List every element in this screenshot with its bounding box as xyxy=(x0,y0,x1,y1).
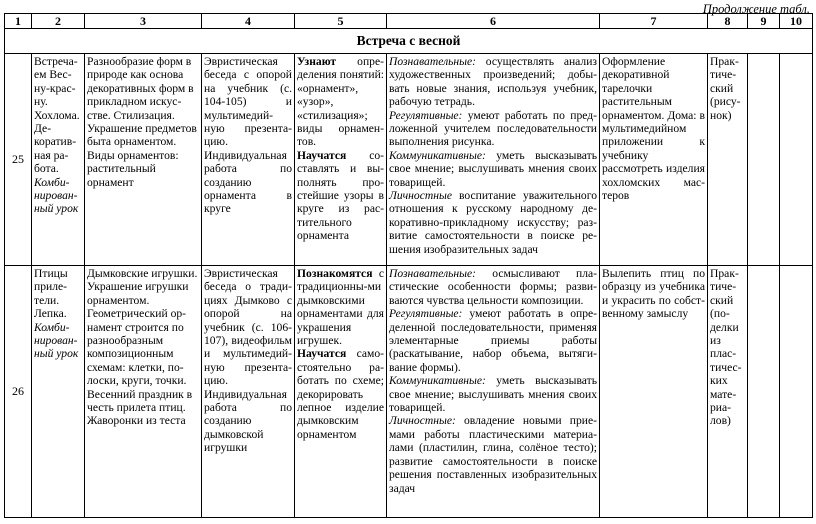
table-row xyxy=(5,54,813,266)
section-title: Встреча с весной xyxy=(5,29,813,54)
subject-text: со-ставлять и вы-полнять про-стейшие узоры в круге из рас-тительного орнамента xyxy=(297,148,384,243)
lesson-topic-cell xyxy=(32,54,85,266)
uud-text: осмысливают пла-стические особенности формы; разви-ваются чувства цельности композиции. xyxy=(389,267,597,307)
uud-label: Коммуникативные: xyxy=(389,374,486,388)
lesson-number: 26 xyxy=(5,266,32,518)
uud-label: Регулятивные: xyxy=(389,307,463,321)
subject-text: опре-деления понятий: «орнамент», «узор», «стилизация»; виды орнамен-тов. xyxy=(297,55,384,149)
uud-label: Личностные xyxy=(389,189,452,203)
subject-results xyxy=(295,266,387,518)
uud-label: Регулятивные: xyxy=(389,108,463,122)
uud-text: осуществлять анализ художественных произведений; добы-вать новые знания, используя учебник, рабочую тетрадь. xyxy=(389,55,597,109)
subject-results xyxy=(295,54,387,266)
lesson-plan-table xyxy=(4,13,813,518)
column-number-row xyxy=(5,14,813,29)
subject-text: с традиционны-ми дымковскими орнаментами для украшения игрушек. xyxy=(297,267,384,348)
uud-label: Личностные: xyxy=(389,414,456,428)
column-10-cell xyxy=(780,54,813,266)
continuation-label: Продолжение табл. xyxy=(702,2,810,16)
uud-text: воспитание уважительного отношения к русскому народному де-коративно-прикладному искусству; раз-витие самостоятельности в поиске ре-шения изобразительных задач xyxy=(389,189,597,256)
subject-lead: Узнают xyxy=(297,55,337,68)
uud-label: Коммуникативные: xyxy=(389,148,486,162)
uud-label: Познавательные: xyxy=(389,267,477,280)
subject-lead: Научатся xyxy=(297,148,347,162)
uud-text: умеют работать в опре-деленной последовательности, применяя элементарные приемы работы (раскатывание, набор объема, вытяги-вание формы). xyxy=(389,307,597,374)
column-9-cell xyxy=(748,54,780,266)
student-activity: Оформление декоративной тарелочки растительным орнаментом. Дома: в мультимедийном приложении к учебнику рассмотреть изделия хохломских мас-теров xyxy=(600,54,708,266)
lesson-number: 25 xyxy=(5,54,32,266)
lesson-content: Дымковские игрушки. Украшение игрушки орнаментом. Геометрический ор-намент строится по разнообразным композиционным схемам: клетки, по-лоски, круги, точки. Весенний праздник в честь прилета птиц. Жаворонки из теста xyxy=(85,266,202,518)
column-number: 8 xyxy=(708,14,748,29)
lesson-content: Разнообразие форм в природе как основа декоративных форм в прикладном искус-стве. Стилизация. Украшение предметов быта орнаментом. Виды орнаментов: растительный орнамент xyxy=(85,54,202,266)
control-form: Прак-тиче-ский (рису-нок) xyxy=(708,54,748,266)
column-number: 2 xyxy=(32,14,85,29)
uud-text: уметь высказывать свое мнение; выслушивать мнения своих товарищей. xyxy=(389,148,597,189)
uud-text: уметь высказывать свое мнение; выслушивать мнения своих товарищей. xyxy=(389,374,597,415)
lesson-topic: Встреча-ем Вес-ну-крас-ну. Хохлома. Де-коратив-ная ра-бота. xyxy=(34,55,80,176)
table-row xyxy=(5,266,813,518)
lesson-topic: Птицы приле-тели. Лепка. xyxy=(34,267,68,321)
column-number: 6 xyxy=(387,14,600,29)
section-row xyxy=(5,29,813,54)
uud-label: Познавательные: xyxy=(389,55,477,68)
column-number: 1 xyxy=(5,14,32,29)
uud-text: овладение новыми прие-мами работы пластическими материа-лами (пластилин, глина, солёное тесто); развитие самостоятельности в поиске решения поставленных изобразительных задач xyxy=(389,414,597,495)
column-number: 9 xyxy=(748,14,780,29)
uud-text: умеют работать по пред-ложенной учителем последовательности выполнения рисунка. xyxy=(389,108,597,149)
uud-results xyxy=(387,266,600,518)
uud-results xyxy=(387,54,600,266)
teaching-method: Эвристическая беседа с опорой на учебник (с. 104-105) и мультимедий-ную презента-цию. Индивидуальная работа по созданию орнамента в круге xyxy=(202,54,295,266)
column-number: 3 xyxy=(85,14,202,29)
column-9-cell xyxy=(748,266,780,518)
control-form: Прак-тиче-ский (по-делки из плас-тичес-ких мате-риа-лов) xyxy=(708,266,748,518)
lesson-type: Комби-нирован-ный урок xyxy=(34,320,79,361)
column-number: 10 xyxy=(780,14,813,29)
subject-lead: Научатся xyxy=(297,347,347,361)
lesson-type: Комби-нирован-ный урок xyxy=(34,175,79,216)
subject-text: само-стоятельно ра-ботать по схеме; декорировать лепное изделие дымковским орнаментом xyxy=(297,347,384,441)
column-number: 4 xyxy=(202,14,295,29)
column-10-cell xyxy=(780,266,813,518)
column-number: 7 xyxy=(600,14,708,29)
column-number: 5 xyxy=(295,14,387,29)
lesson-topic-cell xyxy=(32,266,85,518)
teaching-method: Эвристическая беседа о тради-циях Дымково с опорой на учебник (с. 106-107), видеофильм и мультимедий-ную презента-цию. Индивидуальная работа по созданию дымковской игрушки xyxy=(202,266,295,518)
subject-lead: Познакомятся xyxy=(297,267,373,280)
student-activity: Вылепить птиц по образцу из учебника и украсить по собст-венному замыслу xyxy=(600,266,708,518)
